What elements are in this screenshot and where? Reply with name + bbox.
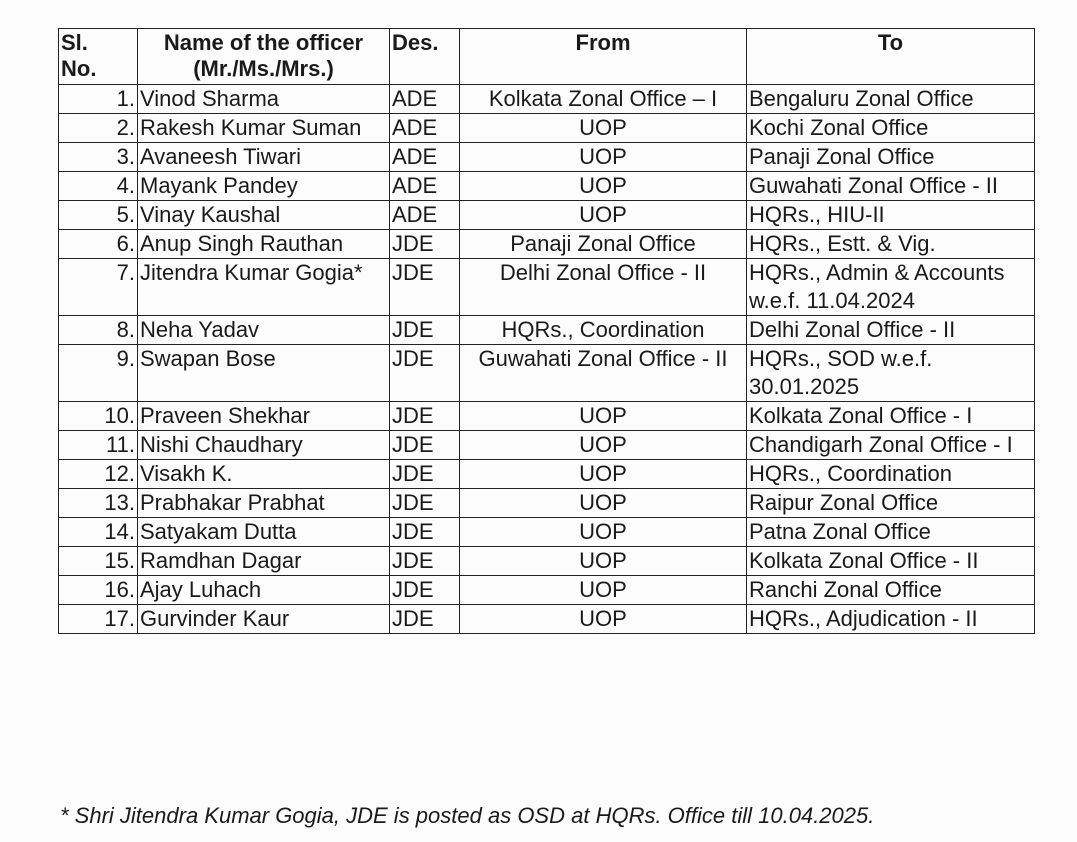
table-header-row bbox=[59, 29, 1035, 85]
cell-designation: ADE bbox=[390, 201, 460, 230]
cell-officer-name: Jitendra Kumar Gogia* bbox=[138, 259, 390, 316]
cell-designation: ADE bbox=[390, 85, 460, 114]
header-name-line2: (Mr./Ms./Mrs.) bbox=[193, 56, 334, 81]
table-row bbox=[59, 201, 1035, 230]
header-sl-line2: No. bbox=[61, 56, 97, 81]
cell-officer-name: Anup Singh Rauthan bbox=[138, 230, 390, 259]
cell-designation: JDE bbox=[390, 576, 460, 605]
cell-to: HQRs., SOD w.e.f. 30.01.2025 bbox=[747, 345, 1035, 402]
cell-from: Kolkata Zonal Office – I bbox=[460, 85, 747, 114]
cell-officer-name: Satyakam Dutta bbox=[138, 518, 390, 547]
table-row bbox=[59, 547, 1035, 576]
cell-designation: JDE bbox=[390, 316, 460, 345]
cell-designation: JDE bbox=[390, 230, 460, 259]
cell-designation: JDE bbox=[390, 402, 460, 431]
cell-to: HQRs., Adjudication - II bbox=[747, 605, 1035, 634]
cell-officer-name: Avaneesh Tiwari bbox=[138, 143, 390, 172]
cell-from: UOP bbox=[460, 114, 747, 143]
cell-sl-no: 9. bbox=[59, 345, 138, 402]
cell-from: Guwahati Zonal Office - II bbox=[460, 345, 747, 402]
cell-from: UOP bbox=[460, 402, 747, 431]
cell-officer-name: Swapan Bose bbox=[138, 345, 390, 402]
cell-sl-no: 10. bbox=[59, 402, 138, 431]
table-row bbox=[59, 460, 1035, 489]
table-row bbox=[59, 230, 1035, 259]
cell-officer-name: Vinay Kaushal bbox=[138, 201, 390, 230]
cell-officer-name: Gurvinder Kaur bbox=[138, 605, 390, 634]
cell-from: UOP bbox=[460, 460, 747, 489]
cell-officer-name: Ajay Luhach bbox=[138, 576, 390, 605]
table-row bbox=[59, 402, 1035, 431]
table-row bbox=[59, 489, 1035, 518]
cell-from: UOP bbox=[460, 518, 747, 547]
header-designation: Des. bbox=[390, 29, 460, 85]
header-sl-line1: Sl. bbox=[61, 30, 88, 55]
cell-designation: JDE bbox=[390, 460, 460, 489]
cell-sl-no: 15. bbox=[59, 547, 138, 576]
cell-designation: JDE bbox=[390, 518, 460, 547]
cell-from: UOP bbox=[460, 143, 747, 172]
cell-to: Raipur Zonal Office bbox=[747, 489, 1035, 518]
officer-postings-table bbox=[58, 28, 1035, 634]
cell-sl-no: 4. bbox=[59, 172, 138, 201]
cell-officer-name: Vinod Sharma bbox=[138, 85, 390, 114]
table-row bbox=[59, 172, 1035, 201]
header-officer-name bbox=[138, 29, 390, 85]
table-row bbox=[59, 518, 1035, 547]
cell-to: HQRs., Estt. & Vig. bbox=[747, 230, 1035, 259]
cell-to: Delhi Zonal Office - II bbox=[747, 316, 1035, 345]
table-row bbox=[59, 431, 1035, 460]
cell-from: Panaji Zonal Office bbox=[460, 230, 747, 259]
cell-to: Patna Zonal Office bbox=[747, 518, 1035, 547]
cell-sl-no: 6. bbox=[59, 230, 138, 259]
cell-sl-no: 3. bbox=[59, 143, 138, 172]
cell-to: Bengaluru Zonal Office bbox=[747, 85, 1035, 114]
cell-officer-name: Nishi Chaudhary bbox=[138, 431, 390, 460]
cell-from: HQRs., Coordination bbox=[460, 316, 747, 345]
cell-sl-no: 11. bbox=[59, 431, 138, 460]
cell-officer-name: Ramdhan Dagar bbox=[138, 547, 390, 576]
cell-sl-no: 2. bbox=[59, 114, 138, 143]
table-row bbox=[59, 143, 1035, 172]
cell-officer-name: Rakesh Kumar Suman bbox=[138, 114, 390, 143]
cell-to: HQRs., Admin & Accounts w.e.f. 11.04.2024 bbox=[747, 259, 1035, 316]
cell-officer-name: Mayank Pandey bbox=[138, 172, 390, 201]
cell-to: Kolkata Zonal Office - II bbox=[747, 547, 1035, 576]
table-row bbox=[59, 114, 1035, 143]
cell-designation: JDE bbox=[390, 345, 460, 402]
header-from: From bbox=[460, 29, 747, 85]
table-body bbox=[59, 85, 1035, 634]
cell-officer-name: Neha Yadav bbox=[138, 316, 390, 345]
cell-officer-name: Visakh K. bbox=[138, 460, 390, 489]
cell-sl-no: 13. bbox=[59, 489, 138, 518]
table-row bbox=[59, 345, 1035, 402]
cell-designation: JDE bbox=[390, 547, 460, 576]
table-row bbox=[59, 576, 1035, 605]
cell-to: Panaji Zonal Office bbox=[747, 143, 1035, 172]
cell-officer-name: Praveen Shekhar bbox=[138, 402, 390, 431]
cell-sl-no: 8. bbox=[59, 316, 138, 345]
footnote: * Shri Jitendra Kumar Gogia, JDE is posted as OSD at HQRs. Office till 10.04.2025. bbox=[60, 803, 875, 828]
cell-sl-no: 17. bbox=[59, 605, 138, 634]
cell-sl-no: 12. bbox=[59, 460, 138, 489]
cell-designation: JDE bbox=[390, 259, 460, 316]
cell-designation: JDE bbox=[390, 431, 460, 460]
cell-from: UOP bbox=[460, 547, 747, 576]
cell-designation: ADE bbox=[390, 143, 460, 172]
table-row bbox=[59, 259, 1035, 316]
cell-from: UOP bbox=[460, 605, 747, 634]
cell-to: HQRs., Coordination bbox=[747, 460, 1035, 489]
cell-to: HQRs., HIU-II bbox=[747, 201, 1035, 230]
cell-from: Delhi Zonal Office - II bbox=[460, 259, 747, 316]
cell-sl-no: 16. bbox=[59, 576, 138, 605]
cell-to: Kolkata Zonal Office - I bbox=[747, 402, 1035, 431]
cell-officer-name: Prabhakar Prabhat bbox=[138, 489, 390, 518]
cell-sl-no: 1. bbox=[59, 85, 138, 114]
cell-from: UOP bbox=[460, 489, 747, 518]
cell-from: UOP bbox=[460, 576, 747, 605]
table-row bbox=[59, 605, 1035, 634]
cell-sl-no: 14. bbox=[59, 518, 138, 547]
header-to: To bbox=[747, 29, 1035, 85]
cell-designation: JDE bbox=[390, 605, 460, 634]
table-row bbox=[59, 85, 1035, 114]
table-row bbox=[59, 316, 1035, 345]
cell-to: Chandigarh Zonal Office - I bbox=[747, 431, 1035, 460]
cell-designation: ADE bbox=[390, 172, 460, 201]
header-sl-no bbox=[59, 29, 138, 85]
cell-designation: JDE bbox=[390, 489, 460, 518]
cell-sl-no: 7. bbox=[59, 259, 138, 316]
cell-to: Guwahati Zonal Office - II bbox=[747, 172, 1035, 201]
cell-designation: ADE bbox=[390, 114, 460, 143]
cell-to: Ranchi Zonal Office bbox=[747, 576, 1035, 605]
cell-from: UOP bbox=[460, 431, 747, 460]
cell-to: Kochi Zonal Office bbox=[747, 114, 1035, 143]
cell-from: UOP bbox=[460, 201, 747, 230]
cell-from: UOP bbox=[460, 172, 747, 201]
cell-sl-no: 5. bbox=[59, 201, 138, 230]
header-name-line1: Name of the officer bbox=[163, 30, 364, 55]
